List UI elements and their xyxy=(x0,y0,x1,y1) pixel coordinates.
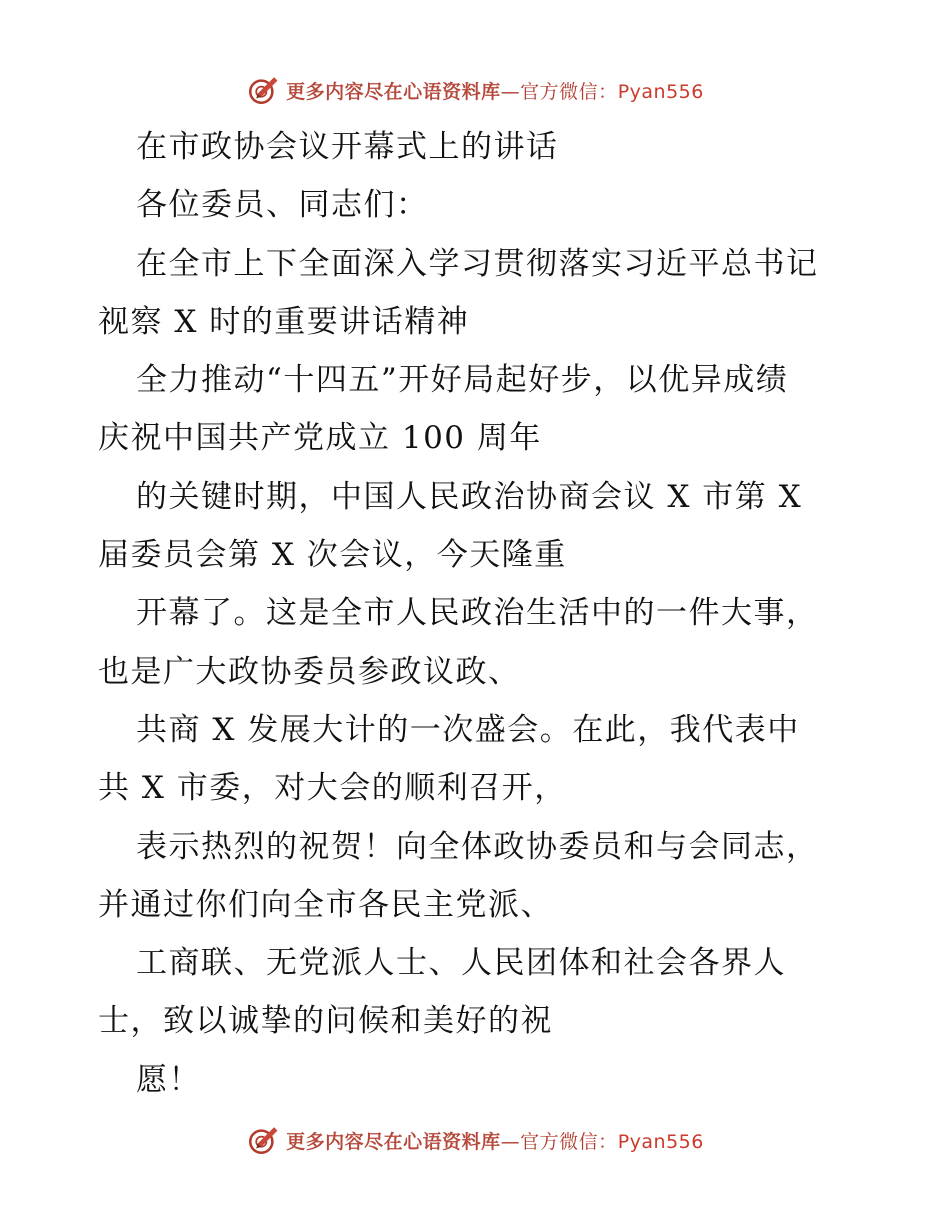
banner-brand: 更多内容尽在心语资料库 xyxy=(286,80,501,103)
banner-wechat-id: Pyan556 xyxy=(617,80,704,103)
header-banner xyxy=(0,70,950,110)
document-line: 在全市上下全面深入学习贯彻落实习近平总书记 xyxy=(136,245,819,282)
document-line: 各位委员、同志们： xyxy=(136,187,429,224)
document-line: 视察 X 时的重要讲话精神 xyxy=(98,303,470,340)
document-line: 工商联、无党派人士、人民团体和社会各界人 xyxy=(136,945,786,982)
document-line: 表示热烈的祝贺！向全体政协委员和与会同志， xyxy=(136,828,819,865)
banner-wechat-id: Pyan556 xyxy=(617,1130,704,1153)
banner-wechat-label: 官方微信： xyxy=(520,80,618,103)
logo-pen-icon xyxy=(246,73,280,107)
document-line: 共 X 市委，对大会的顺利召开， xyxy=(98,770,567,807)
header-banner-text xyxy=(286,77,704,104)
banner-brand: 更多内容尽在心语资料库 xyxy=(286,1130,501,1153)
footer-banner-text xyxy=(286,1127,704,1154)
document-body xyxy=(98,118,858,1109)
footer-banner xyxy=(0,1120,950,1160)
document-line: 也是广大政协委员参政议政、 xyxy=(98,653,521,690)
document-line: 开幕了。这是全市人民政治生活中的一件大事， xyxy=(136,595,819,632)
document-line: 的关键时期，中国人民政治协商会议 X 市第 X xyxy=(136,478,803,515)
document-line: 在市政协会议开幕式上的讲话 xyxy=(136,129,559,165)
document-line: 庆祝中国共产党成立 100 周年 xyxy=(98,420,542,457)
document-line: 届委员会第 X 次会议，今天隆重 xyxy=(98,537,567,574)
banner-wechat-label: 官方微信： xyxy=(520,1130,618,1153)
document-line: 士，致以诚挚的问候和美好的祝 xyxy=(98,1003,553,1040)
banner-separator: — xyxy=(500,80,521,103)
document-line: 全力推动“十四五”开好局起好步，以优异成绩 xyxy=(136,362,789,399)
document-line: 并通过你们向全市各民主党派、 xyxy=(98,886,553,923)
logo-pen-icon xyxy=(246,1123,280,1157)
footer-banner-content xyxy=(246,1123,704,1157)
banner-separator: — xyxy=(500,1130,521,1153)
document-line: 愿！ xyxy=(136,1061,201,1098)
document-line: 共商 X 发展大计的一次盛会。在此，我代表中 xyxy=(136,711,800,748)
header-banner-content xyxy=(246,73,704,107)
